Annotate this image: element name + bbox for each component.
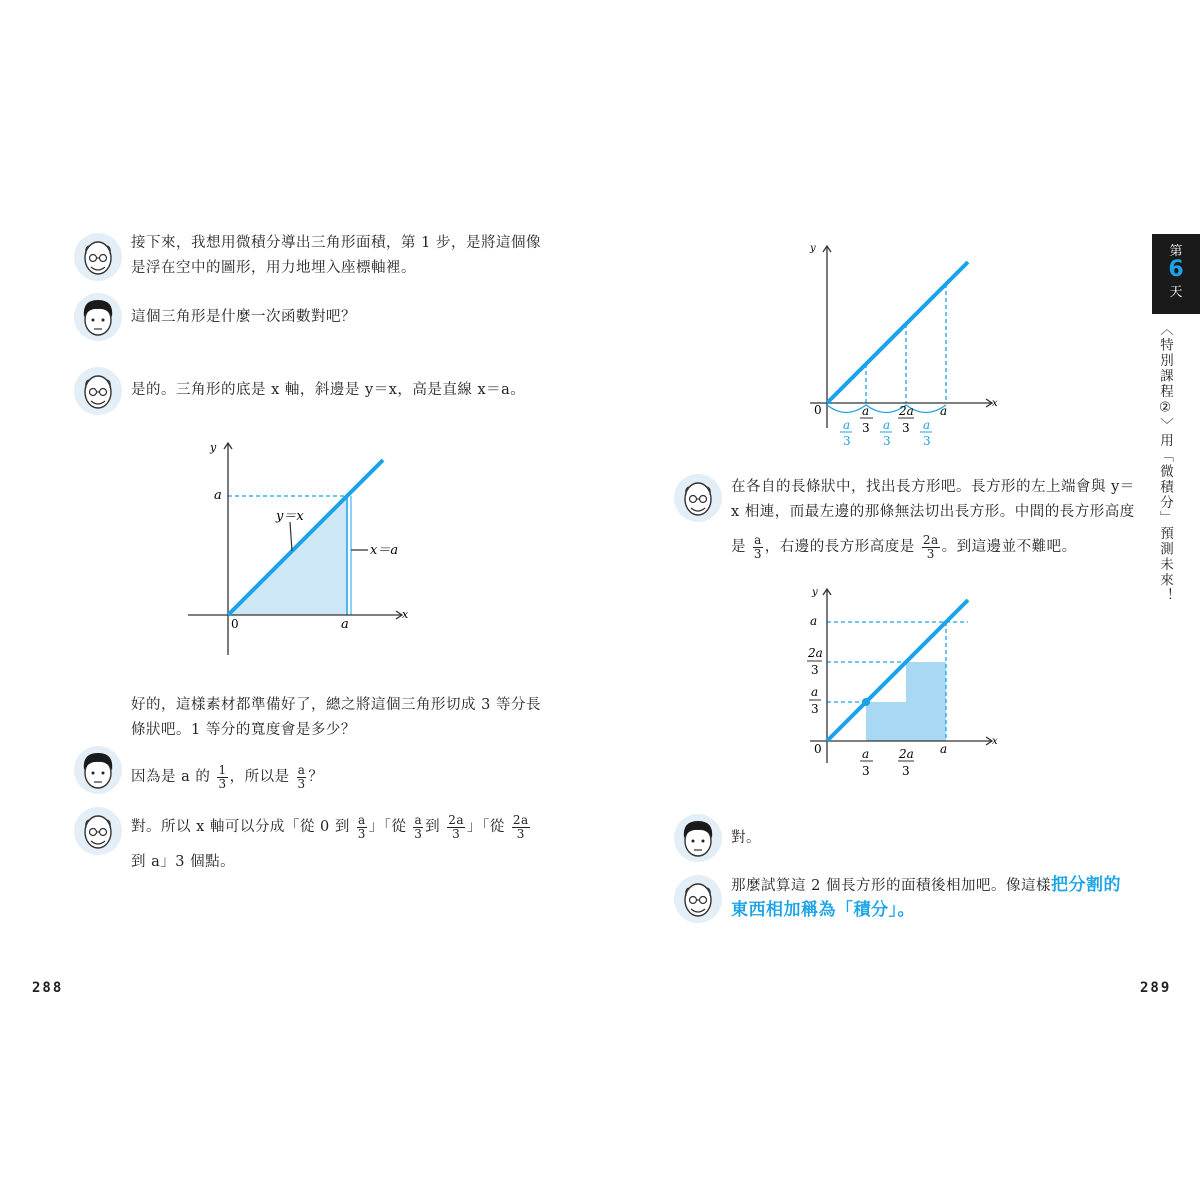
fraction: $\frac{2a}{3}$ bbox=[922, 532, 939, 561]
fraction: $\frac{a}{3}$ bbox=[414, 812, 423, 841]
strips-graph bbox=[800, 238, 1010, 453]
dialogue-text: 這個三角形是什麼一次函數對吧？ bbox=[131, 309, 356, 325]
x-axis-label: x bbox=[402, 608, 409, 621]
fraction: $\frac{2a}{3}$ bbox=[512, 812, 529, 841]
page-number-right: 289 bbox=[1140, 980, 1172, 996]
svg-text:2a: 2a bbox=[899, 747, 914, 761]
student-avatar bbox=[73, 292, 123, 342]
line-y-equals-x bbox=[827, 262, 968, 403]
svg-text:y: y bbox=[812, 587, 818, 598]
teacher-avatar bbox=[73, 806, 123, 856]
svg-text:3: 3 bbox=[902, 421, 910, 435]
dialogue-text: 東西相加稱為「積分」。 bbox=[731, 900, 915, 920]
chapter-title-vertical: 〈特別課程②〉用「微積分」預測未來！ bbox=[1157, 322, 1173, 604]
svg-text:3: 3 bbox=[811, 702, 819, 716]
student-avatar bbox=[73, 745, 123, 795]
svg-text:a: a bbox=[883, 418, 891, 432]
svg-text:a: a bbox=[862, 404, 870, 418]
dialogue-text: 對。 bbox=[731, 830, 761, 846]
dialogue-text: 好的，這樣素材都準備好了，總之將這個三角形切成 3 等分長 bbox=[131, 697, 541, 713]
dialogue-text: 對。所以 x 軸可以分成「從 0 到 $\frac{a}{3}$ 」「從 $\frac{a}{3}$ 到 $\frac{2a}{3}$ 」「從 $\frac{2a}{3}$ bbox=[131, 812, 529, 841]
svg-text:3: 3 bbox=[843, 434, 851, 448]
svg-text:0: 0 bbox=[814, 742, 822, 756]
x-tick-a: a bbox=[341, 617, 349, 632]
svg-text:2a: 2a bbox=[808, 646, 823, 660]
svg-text:3: 3 bbox=[811, 663, 819, 677]
svg-text:0: 0 bbox=[814, 403, 822, 417]
rectangles-graph bbox=[800, 583, 1010, 783]
svg-text:2a: 2a bbox=[899, 404, 914, 418]
svg-text:a: a bbox=[810, 614, 818, 628]
dialogue-text: 是 $\frac{a}{3}$ ，右邊的長方形高度是 $\frac{2a}{3}$ 。到這邊並不難吧。 bbox=[731, 532, 1077, 561]
y-axis-label: y bbox=[210, 441, 217, 454]
triangle-graph bbox=[180, 435, 420, 665]
svg-text:3: 3 bbox=[902, 764, 910, 778]
teacher-avatar bbox=[673, 874, 723, 924]
dialogue-text: 到 a」3 個點。 bbox=[131, 854, 236, 870]
svg-text:a: a bbox=[811, 685, 819, 699]
dialogue-text: 是浮在空中的圖形，用力地埋入座標軸裡。 bbox=[131, 260, 416, 276]
svg-text:x: x bbox=[992, 398, 998, 409]
svg-text:x: x bbox=[992, 736, 998, 747]
origin-label: 0 bbox=[231, 617, 239, 631]
student-avatar bbox=[673, 813, 723, 863]
svg-text:a: a bbox=[862, 747, 870, 761]
svg-text:3: 3 bbox=[923, 434, 931, 448]
fraction: $\frac{a}{3}$ bbox=[753, 532, 762, 561]
svg-text:3: 3 bbox=[862, 421, 870, 435]
dialogue-text: 是的。三角形的底是 x 軸，斜邊是 y＝x，高是直線 x＝a。 bbox=[131, 382, 526, 398]
line-label: y＝x bbox=[276, 509, 304, 524]
svg-text:y: y bbox=[810, 243, 816, 254]
svg-text:a: a bbox=[923, 418, 931, 432]
chapter-tab: 第 6 天 bbox=[1152, 234, 1200, 314]
fraction: $\frac{a}{3}$ bbox=[357, 812, 366, 841]
dialogue-text: 條狀吧。1 等分的寬度會是多少？ bbox=[131, 722, 356, 738]
fraction: $\frac{a}{3}$ bbox=[297, 762, 306, 791]
svg-text:3: 3 bbox=[883, 434, 891, 448]
rectangle-right bbox=[906, 662, 946, 741]
svg-text:3: 3 bbox=[862, 764, 870, 778]
vline-label: x＝a bbox=[370, 543, 399, 558]
fraction: $\frac{1}{3}$ bbox=[218, 762, 227, 791]
dialogue-text: 接下來，我想用微積分導出三角形面積，第 1 步，是將這個像 bbox=[131, 235, 541, 251]
dialogue-text: 在各自的長條狀中，找出長方形吧。長方形的左上端會與 y＝ bbox=[731, 479, 1135, 495]
dialogue-text: 那麼試算這 2 個長方形的面積後相加吧。像這樣把分割的 bbox=[731, 875, 1121, 895]
svg-text:a: a bbox=[940, 742, 948, 756]
page-number-left: 288 bbox=[32, 980, 64, 996]
fraction: $\frac{2a}{3}$ bbox=[448, 812, 465, 841]
width-brackets bbox=[827, 405, 946, 413]
teacher-avatar bbox=[73, 366, 123, 416]
dialogue-text: 因為是 a 的 $\frac{1}{3}$ ，所以是 $\frac{a}{3}$ ？ bbox=[131, 762, 324, 791]
teacher-avatar bbox=[673, 473, 723, 523]
svg-text:a: a bbox=[940, 404, 948, 418]
y-tick-a: a bbox=[214, 488, 222, 503]
svg-text:a: a bbox=[843, 418, 851, 432]
teacher-avatar bbox=[73, 232, 123, 282]
rectangle-middle bbox=[866, 702, 906, 741]
dialogue-text: x 相連，而最左邊的那條無法切出長方形。中間的長方形高度 bbox=[731, 504, 1135, 520]
